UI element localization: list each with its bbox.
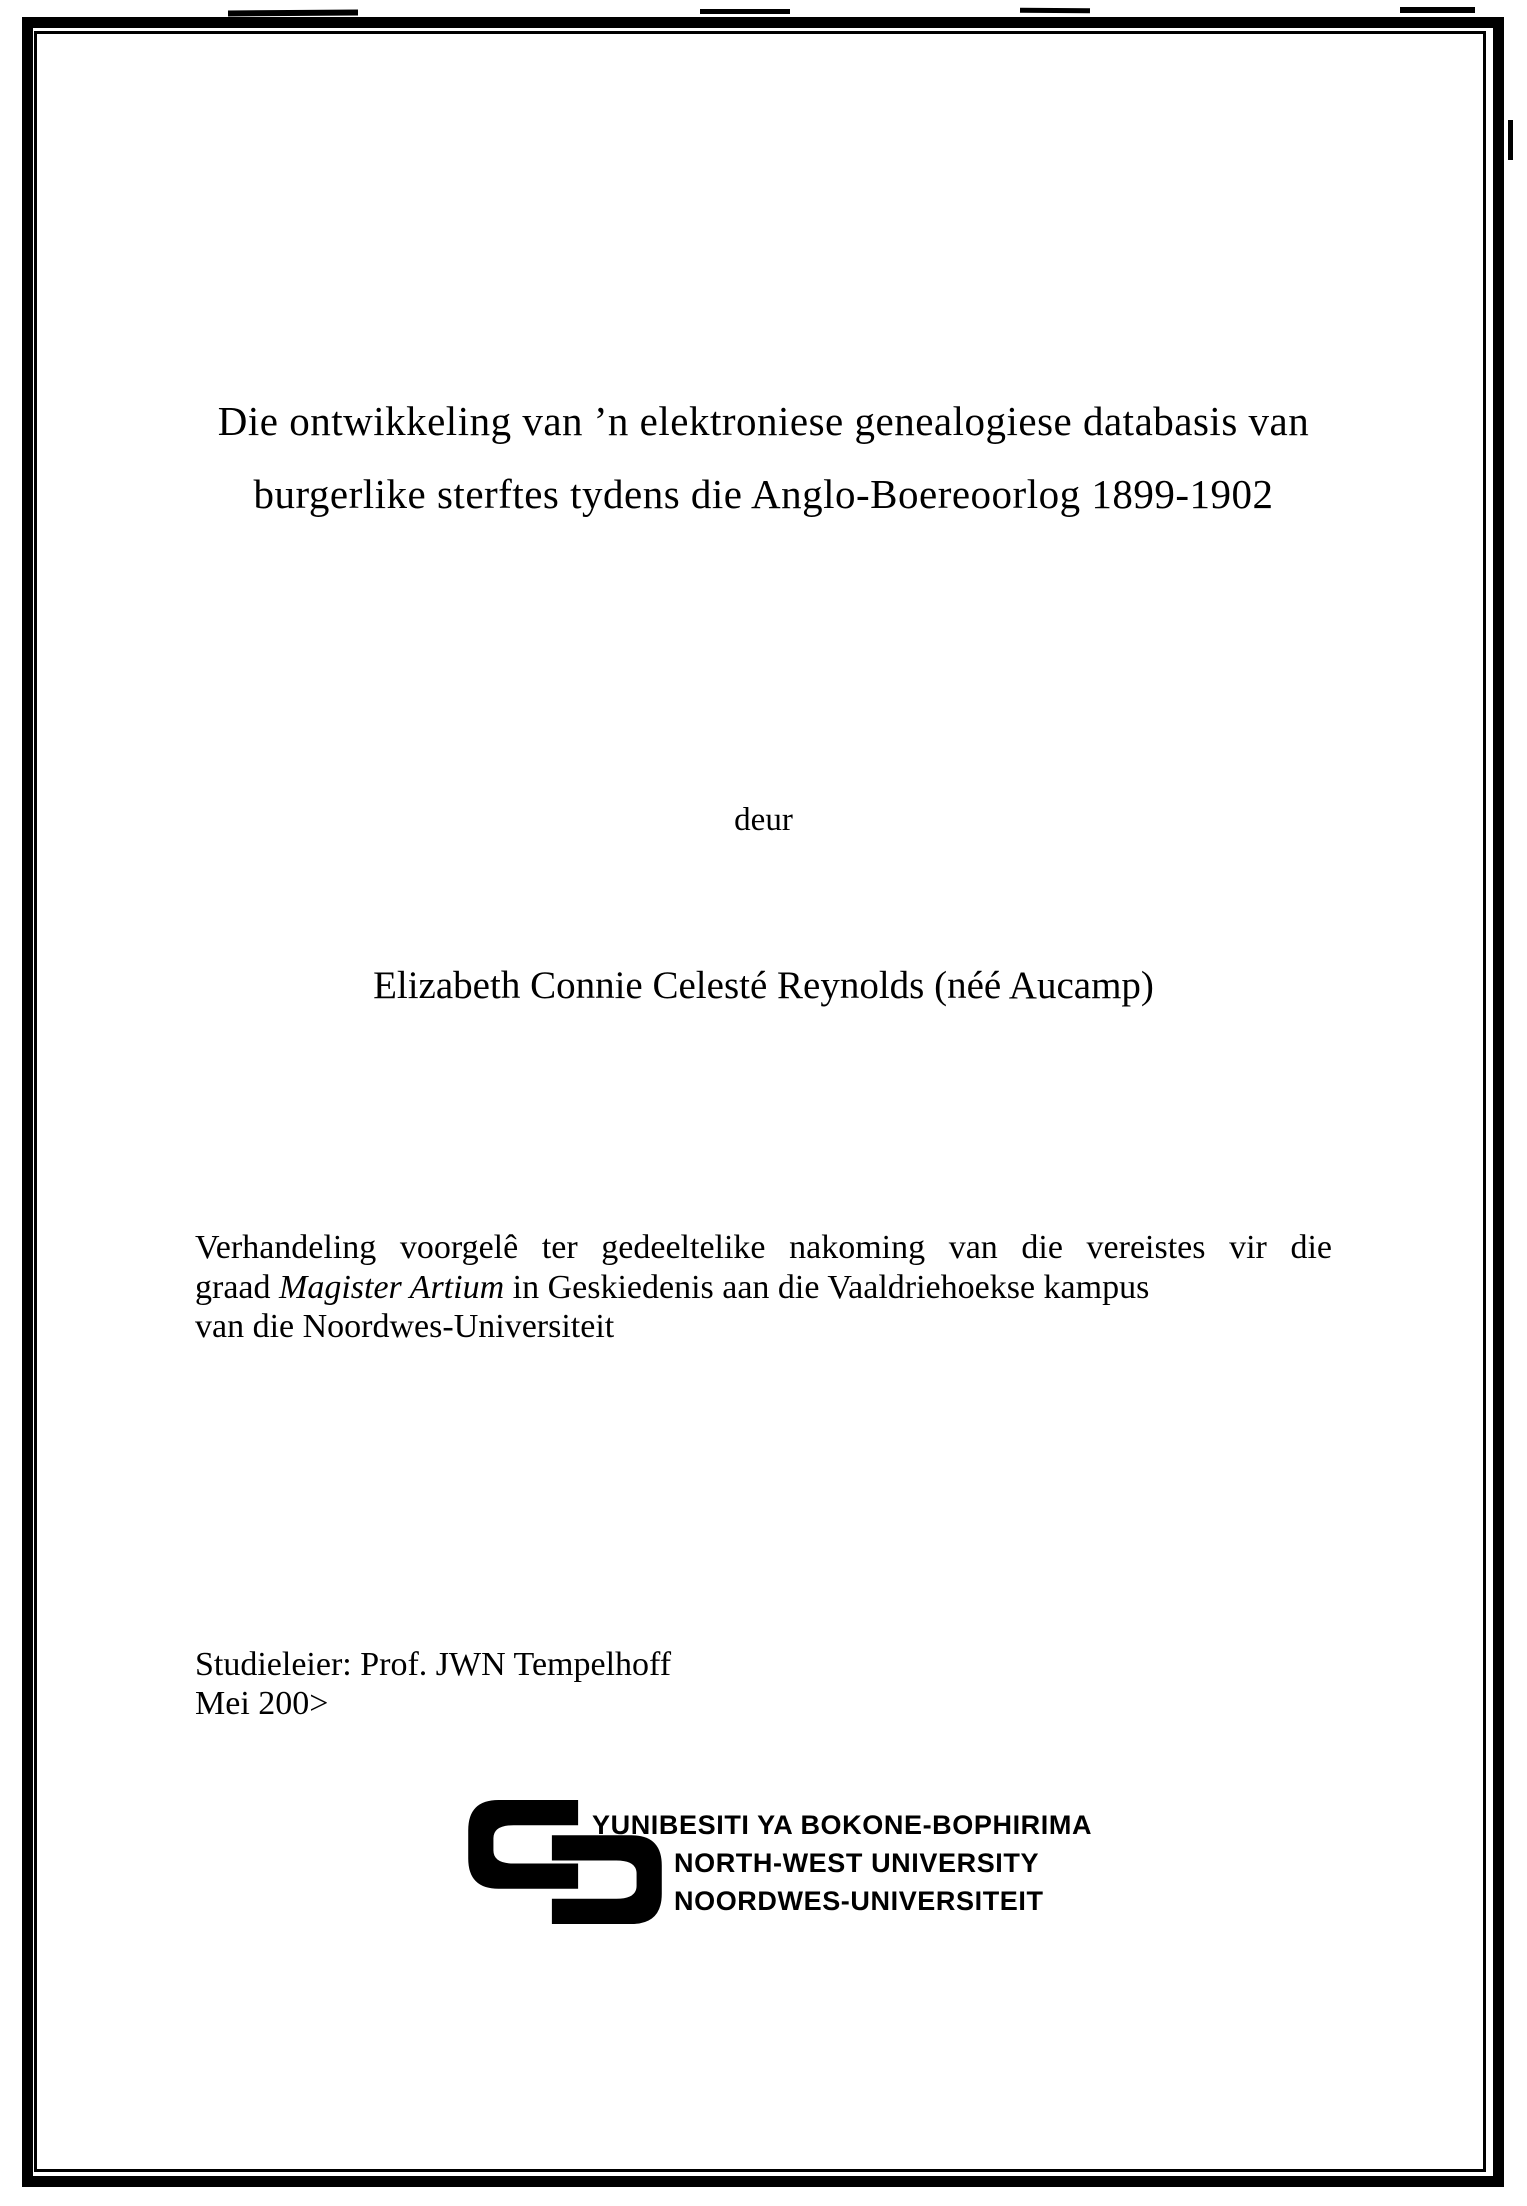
logo-text-afrikaans: NOORDWES-UNIVERSITEIT [674,1886,1044,1916]
scan-artifact [228,10,358,17]
thesis-title [0,385,1527,531]
logo-text-english: NORTH-WEST UNIVERSITY [674,1848,1040,1878]
scan-artifact [1400,7,1475,13]
degree-name-italic: Magister Artium [279,1268,505,1306]
declaration-line-1: Verhandeling voorgelê ter gedeeltelike nakoming van die vereistes vir die [195,1229,1332,1266]
declaration-line-2-pre: graad [195,1268,280,1306]
supervisor-line: Studieleier: Prof. JWN Tempelhoff [195,1646,672,1683]
logo-text-setswana: YUNIBESITI YA BOKONE-BOPHIRIMA [592,1810,1093,1840]
byline-label: deur [734,802,793,838]
thesis-title-line-1: Die ontwikkeling van ’n elektroniese genealogiese databasis van [217,398,1310,444]
scan-artifact [700,9,790,14]
declaration-line-2 [195,1268,1332,1308]
thesis-title-line-2: burgerlike sterftes tydens die Anglo-Boereoorlog 1899-1902 [253,471,1274,517]
declaration-line-2-post: in Geskiedenis aan die Vaaldriehoekse kampus [504,1268,1150,1306]
author-name: Elizabeth Connie Celesté Reynolds (néé Aucamp) [373,964,1154,1007]
declaration-line-3: van die Noordwes-Universiteit [195,1308,615,1345]
scan-artifact [1020,8,1090,14]
date-line: Mei 200> [195,1684,329,1722]
scan-artifact [1508,120,1513,160]
declaration-paragraph [195,1228,1332,1347]
supervisor-block [195,1646,671,1723]
